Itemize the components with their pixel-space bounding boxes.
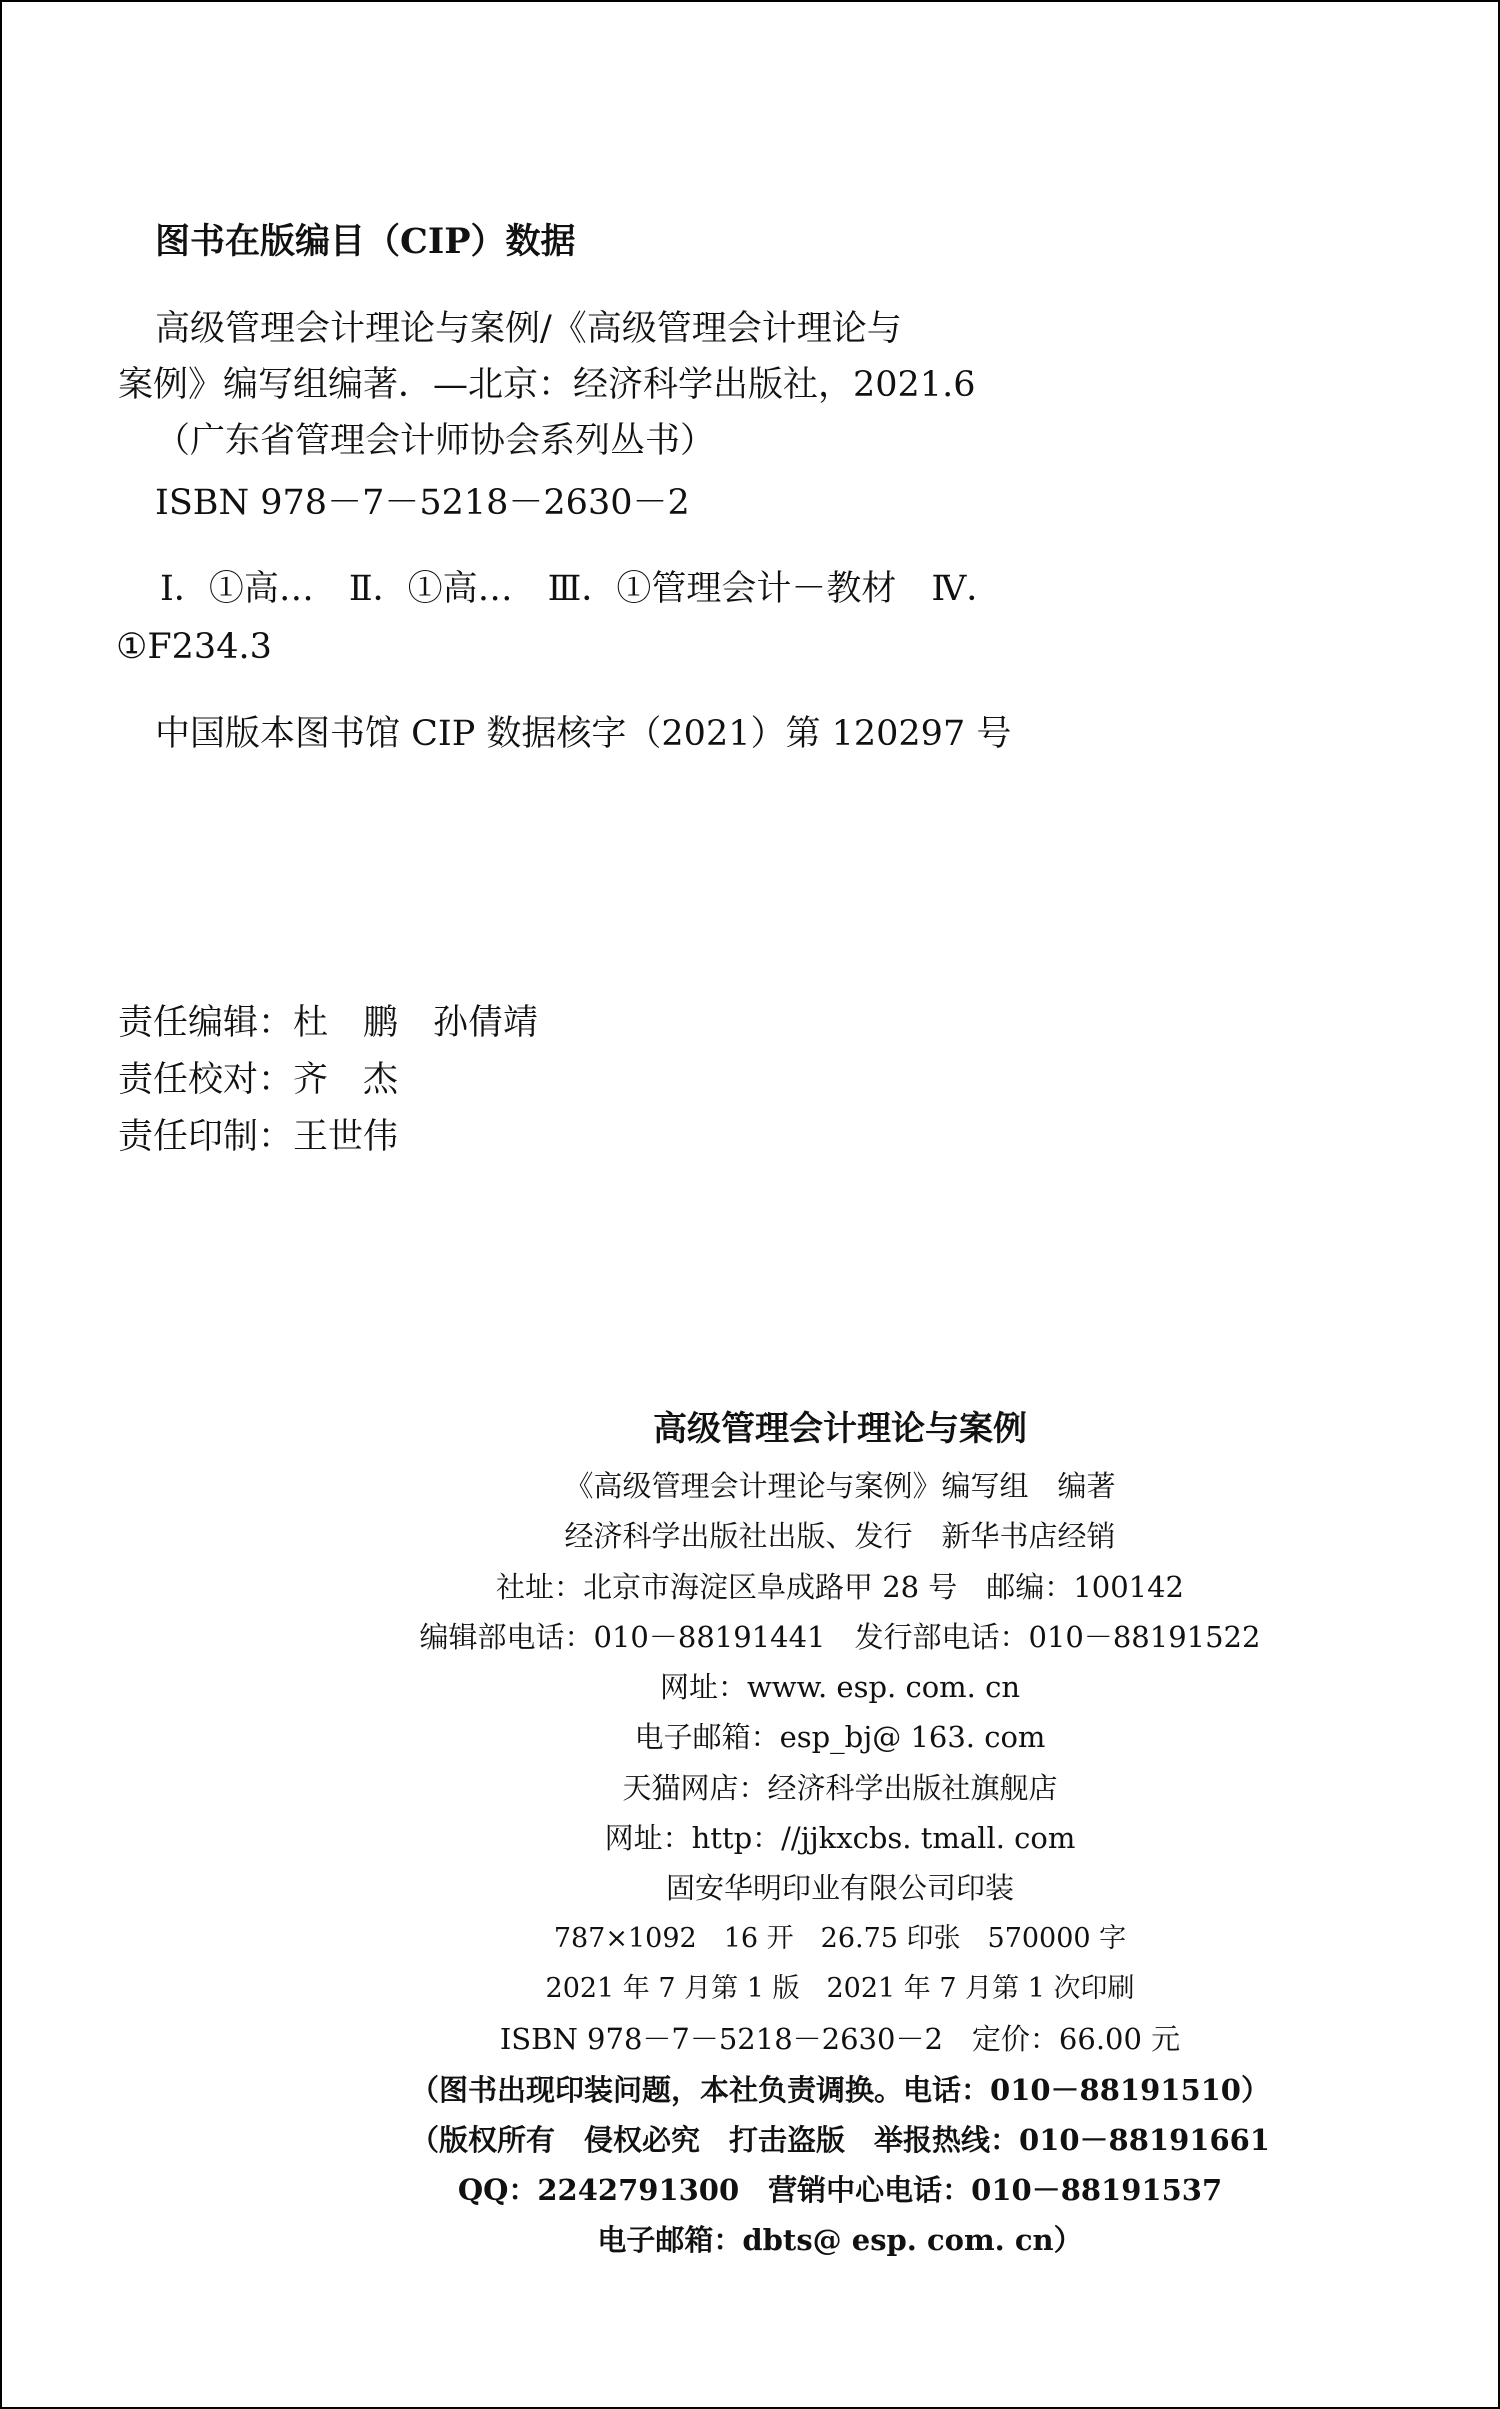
colophon-author: 《高级管理会计理论与案例》编写组 编著 bbox=[564, 1469, 1116, 1503]
cip-header: 图书在版编目（CIP）数据 bbox=[155, 221, 576, 262]
colophon-edition: 2021 年 7 月第 1 版 2021 年 7 月第 1 次印刷 bbox=[545, 1972, 1135, 2004]
colophon-address: 社址：北京市海淀区阜成路甲 28 号 邮编：100142 bbox=[495, 1569, 1185, 1604]
notice-print-issues: （图书出现印装问题，本社负责调换。电话：010－88191510） bbox=[410, 2072, 1270, 2107]
cip-series-line: （广东省管理会计师协会系列丛书） bbox=[155, 421, 716, 461]
colophon-publisher: 经济科学出版社出版、发行 新华书店经销 bbox=[564, 1519, 1116, 1554]
staff-editor bbox=[118, 1002, 538, 1044]
colophon-email: 电子邮箱：esp_bj@ 163. com bbox=[634, 1720, 1046, 1755]
colophon-printer: 固安华明印业有限公司印装 bbox=[665, 1871, 1014, 1906]
cip-author-line: 案例》编写组编著．—北京：经济科学出版社，2021.6 bbox=[118, 365, 976, 405]
notice-copyright: （版权所有 侵权必究 打击盗版 举报热线：010－88191661 bbox=[410, 2122, 1270, 2157]
notice-email: 电子邮箱：dbts@ esp. com. cn） bbox=[597, 2223, 1083, 2258]
staff-value: 杜 鹏 孙倩靖 bbox=[293, 1003, 539, 1043]
staff-value: 齐 杰 bbox=[293, 1060, 399, 1100]
cip-title-line: 高级管理会计理论与案例/《高级管理会计理论与 bbox=[155, 309, 902, 349]
staff-value: 王世伟 bbox=[293, 1117, 399, 1157]
staff-label: 责任编辑： bbox=[118, 1003, 294, 1043]
colophon-title: 高级管理会计理论与案例 bbox=[653, 1409, 1027, 1449]
cip-isbn: ISBN 978－7－5218－2630－2 bbox=[155, 483, 690, 523]
colophon-isbn-price: ISBN 978－7－5218－2630－2 定价：66.00 元 bbox=[499, 2022, 1181, 2057]
staff-label: 责任印制： bbox=[118, 1117, 294, 1157]
staff-proofreader bbox=[118, 1059, 398, 1101]
notice-qq-marketing: QQ：2242791300 营销中心电话：010－88191537 bbox=[457, 2173, 1223, 2208]
colophon-tmall-store: 天猫网店：经济科学出版社旗舰店 bbox=[622, 1770, 1058, 1805]
cip-record-number: 中国版本图书馆 CIP 数据核字（2021）第 120297 号 bbox=[155, 714, 1012, 754]
colophon-format: 787×1092 16 开 26.75 印张 570000 字 bbox=[553, 1922, 1127, 1954]
colophon bbox=[370, 1397, 1310, 2266]
staff-label: 责任校对： bbox=[118, 1060, 294, 1100]
cip-classification-code: ①F234.3 bbox=[116, 627, 272, 667]
colophon-website: 网址：www. esp. com. cn bbox=[659, 1670, 1021, 1705]
colophon-tmall-url: 网址：http：//jjkxcbs. tmall. com bbox=[604, 1821, 1076, 1856]
colophon-phones: 编辑部电话：010－88191441 发行部电话：010－88191522 bbox=[419, 1619, 1261, 1654]
cip-classification: Ⅰ．①高… Ⅱ．①高… Ⅲ．①管理会计－教材 Ⅳ． bbox=[160, 569, 1002, 609]
staff-printing bbox=[118, 1116, 398, 1158]
